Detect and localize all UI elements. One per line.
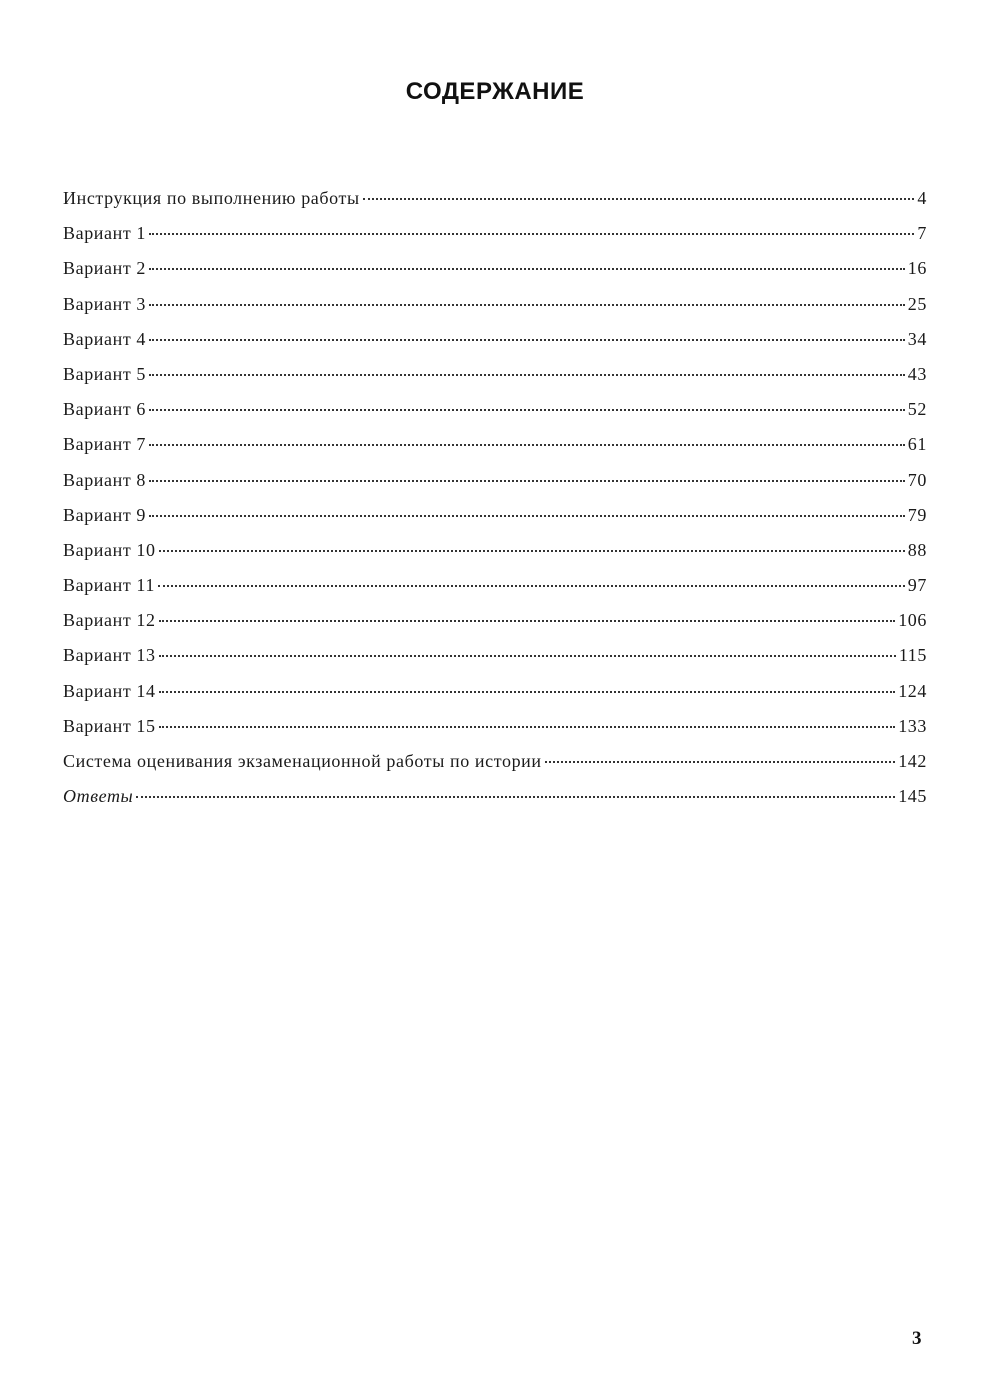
toc-dot-leader (159, 655, 896, 657)
toc-entry (63, 216, 927, 251)
toc-entry-label: Система оценивания экзаменационной работы по истории (63, 751, 542, 771)
toc-entry-page: 124 (898, 680, 927, 701)
toc-entry-label: Инструкция по выполнению работы (63, 188, 360, 208)
toc-dot-leader (149, 233, 914, 235)
toc-entry-label: Вариант 4 (63, 328, 147, 349)
toc-entry-page: 4 (917, 188, 927, 208)
toc-dot-leader (149, 374, 905, 376)
toc-dot-leader (149, 480, 905, 482)
toc-entry-page: 145 (898, 786, 927, 807)
toc-entry-page: 79 (907, 504, 927, 525)
toc-entry (63, 322, 927, 357)
toc-dot-leader (158, 585, 905, 587)
toc-dot-leader (136, 796, 895, 798)
toc-dot-leader (545, 761, 896, 763)
toc-entry-page: 43 (907, 363, 927, 384)
toc-entry (63, 674, 927, 709)
toc-dot-leader (159, 691, 896, 693)
toc-entry-label: Вариант 8 (63, 469, 147, 490)
toc-entry-page: 25 (907, 293, 927, 314)
toc-entry-page: 88 (907, 539, 927, 560)
toc-entry-label: Вариант 12 (63, 610, 156, 631)
toc-dot-leader (149, 339, 905, 341)
toc-entry (63, 744, 927, 779)
toc-entry-page: 115 (898, 645, 927, 666)
toc-entry-page: 97 (907, 575, 927, 596)
toc-entry-page: 70 (907, 469, 927, 490)
toc-entry-page: 7 (917, 223, 927, 244)
toc-entry (63, 533, 927, 568)
toc-entry (63, 181, 927, 216)
toc-entry (63, 498, 927, 533)
toc-dot-leader (159, 726, 896, 728)
toc-entry (63, 463, 927, 498)
toc-dot-leader (149, 268, 905, 270)
table-of-contents (63, 181, 927, 814)
toc-dot-leader (149, 444, 905, 446)
toc-dot-leader (159, 620, 896, 622)
toc-entry (63, 779, 927, 814)
toc-entry-label: Вариант 10 (63, 539, 156, 560)
toc-entry-label: Вариант 14 (63, 680, 156, 701)
toc-dot-leader (363, 198, 915, 200)
toc-entry-label: Вариант 3 (63, 293, 147, 314)
toc-entry-label: Вариант 15 (63, 715, 156, 736)
toc-entry-label: Вариант 1 (63, 223, 147, 244)
toc-entry (63, 568, 927, 603)
toc-entry (63, 709, 927, 744)
toc-entry (63, 638, 927, 673)
toc-dot-leader (159, 550, 905, 552)
toc-entry-page: 133 (898, 715, 927, 736)
toc-entry (63, 603, 927, 638)
toc-dot-leader (149, 304, 905, 306)
toc-entry-page: 106 (898, 610, 927, 631)
toc-entry-page: 61 (907, 434, 927, 455)
toc-entry-label: Вариант 11 (63, 575, 155, 596)
toc-entry-page: 52 (907, 399, 927, 420)
toc-entry-label: Вариант 9 (63, 504, 147, 525)
toc-entry (63, 392, 927, 427)
toc-entry (63, 287, 927, 322)
toc-entry-page: 16 (907, 258, 927, 279)
toc-dot-leader (149, 515, 905, 517)
toc-entry-label: Вариант 7 (63, 434, 147, 455)
toc-entry (63, 251, 927, 286)
toc-entry (63, 357, 927, 392)
toc-entry-label: Вариант 2 (63, 258, 147, 279)
toc-entry-label: Вариант 6 (63, 399, 147, 420)
toc-entry-label: Вариант 13 (63, 645, 156, 666)
toc-entry-label: Ответы (63, 786, 134, 807)
toc-entry (63, 427, 927, 462)
toc-entry-page: 34 (907, 328, 927, 349)
toc-entry-label: Вариант 5 (63, 363, 147, 384)
toc-dot-leader (149, 409, 905, 411)
toc-entry-page: 142 (898, 751, 927, 771)
page-number: 3 (912, 1328, 922, 1349)
page-title: СОДЕРЖАНИЕ (405, 78, 585, 105)
